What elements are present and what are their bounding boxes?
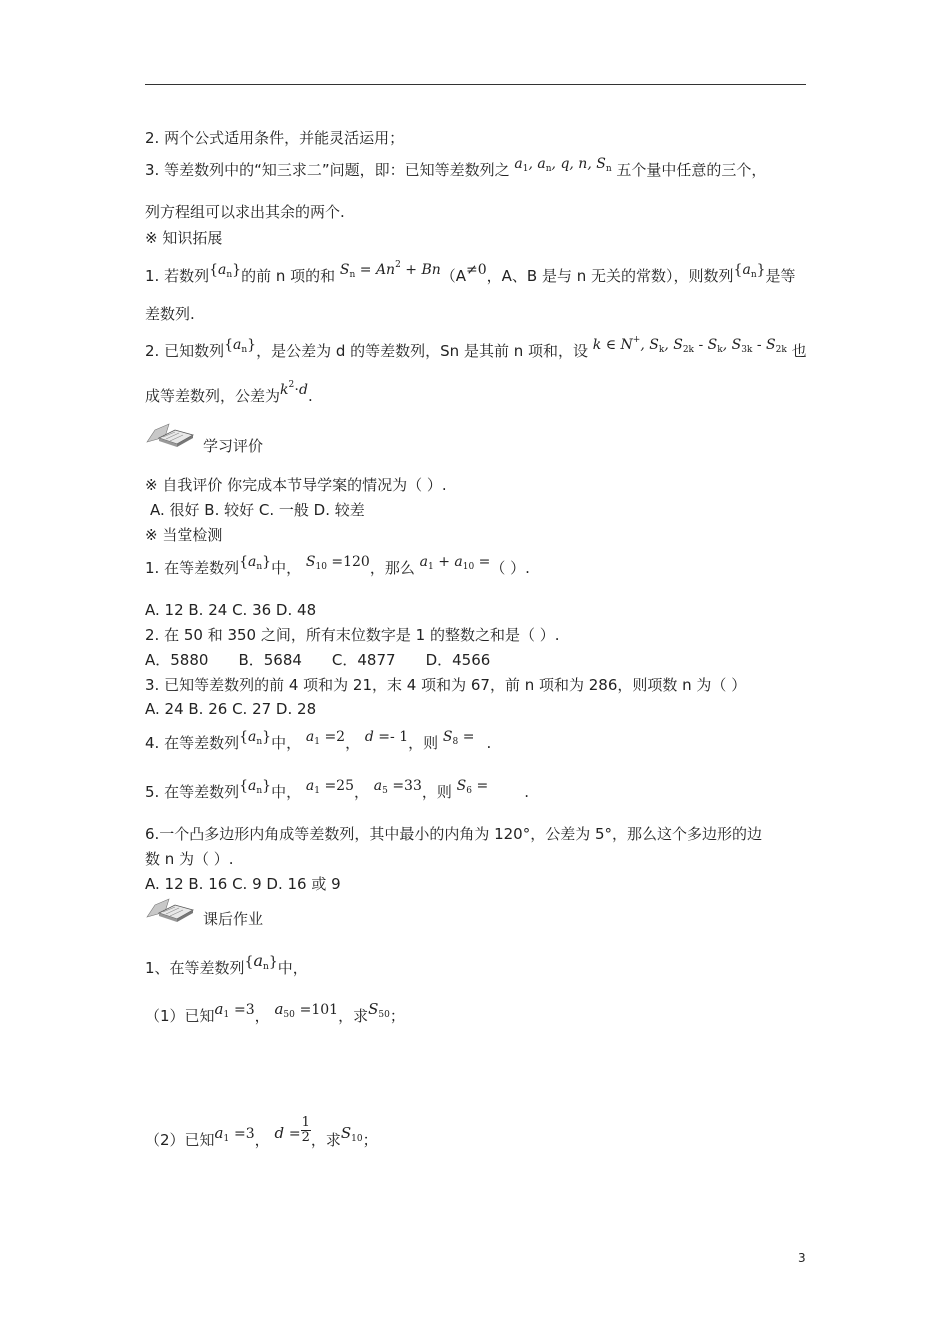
text-segment: ，则 (408, 734, 439, 752)
question-2: 2. 在 50 和 350 之间，所有末位数字是 1 的整数之和是（ ）. (145, 626, 560, 644)
math-expr: $a_1 + a_{10}$ = (419, 554, 491, 572)
text-line (145, 382, 313, 407)
text-segment: 五个量中任意的三个， (616, 161, 767, 179)
text-segment: . (486, 734, 492, 752)
math-expr: ≠0 (466, 262, 487, 278)
math-expr: $a_5 =33$ (373, 778, 422, 796)
text-segment: 1. 若数列 (145, 267, 210, 285)
text-segment: ，是公差为 d 的等差数列，Sn 是其前 n 项和，设 (256, 342, 588, 360)
math-expr: $S_{10} =120$ (305, 554, 370, 572)
text-segment: ，则 (421, 783, 452, 801)
math-expr: $S_{10}$ (340, 1124, 363, 1144)
header-rule (145, 84, 806, 85)
text-segment: ； (362, 1131, 378, 1149)
option: A．5880 (145, 651, 209, 669)
text-line (145, 262, 796, 292)
question-1 (145, 554, 530, 584)
math-expr: $a_1 =3$ (214, 1124, 255, 1144)
text-segment: （2）已知 (145, 1131, 215, 1149)
math-expr: $a_{50} =101$ (274, 1000, 339, 1020)
text-segment: 1. 在等差数列 (145, 559, 240, 577)
text-line (145, 156, 767, 186)
math-expr: $\{a_n\}$ (239, 554, 272, 572)
option: B．5684 (238, 651, 302, 669)
book-icon (145, 895, 197, 925)
text-segment: ， (353, 783, 369, 801)
math-expr: $S_8$ = (442, 729, 475, 747)
text-segment: ，A、B 是与 n 无关的常数），则数列 (486, 267, 734, 285)
text-segment: （A (440, 267, 467, 285)
text-segment: 2. 已知数列 (145, 342, 225, 360)
section-heading: ※ 知识拓展 (145, 229, 223, 247)
text-segment: （ ）. (490, 559, 530, 577)
text-line: 列方程组可以求出其余的两个. (145, 203, 345, 221)
section-heading: ※ 当堂检测 (145, 526, 223, 544)
homework-part-2 (145, 1115, 378, 1156)
question-1-options: A. 12 B. 24 C. 36 D. 48 (145, 601, 317, 619)
math-expr: $a_1 =25$ (305, 778, 354, 796)
math-expr: $a_1$, $a_n$, q, n, $S_n$ (514, 156, 612, 174)
question-6-options: A. 12 B. 16 C. 9 D. 16 或 9 (145, 875, 341, 893)
math-expr: d =- 1 (364, 729, 409, 745)
question-5 (145, 778, 529, 808)
homework-1 (145, 951, 308, 984)
math-expr: $\{a_n\}$ (239, 778, 272, 796)
math-expr: $k^2\cdot d$ (280, 380, 308, 398)
text-segment: 4. 在等差数列 (145, 734, 240, 752)
text-segment: ； (389, 1007, 405, 1025)
text-segment: 1、在等差数列 (145, 959, 245, 977)
math-expr: $\{a_n\}$ (239, 729, 272, 747)
math-expr: $\{a_n\}$ (224, 337, 257, 355)
text-segment: . (524, 783, 529, 801)
text-segment: ，求 (338, 1007, 369, 1025)
self-eval-options: A. 很好 B. 较好 C. 一般 D. 较差 (150, 501, 365, 519)
text-segment: 是等 (765, 267, 796, 285)
self-eval-title: ※ 自我评价 你完成本节导学案的情况为（ ）. (145, 476, 447, 494)
question-6: 6.一个凸多边形内角成等差数列，其中最小的内角为 120°，公差为 5°，那么这个多边形的边 (145, 825, 763, 843)
section-title: 学习评价 (203, 437, 264, 455)
math-expr: $S_{50}$ (368, 1000, 390, 1020)
question-3-options: A. 24 B. 26 C. 27 D. 28 (145, 700, 317, 718)
question-2-options (145, 650, 490, 670)
fraction: $\frac{1}{2}$ (301, 1115, 310, 1145)
text-segment: ，那么 (369, 559, 415, 577)
text-segment: 中， (277, 959, 308, 977)
text-line: 2. 两个公式适用条件，并能灵活运用； (145, 129, 405, 147)
math-expr: $\{a_n\}$ (733, 262, 766, 280)
text-line: 差数列. (145, 305, 195, 323)
text-segment: ， (254, 1131, 270, 1149)
math-expr: {an} (244, 951, 278, 972)
question-3: 3. 已知等差数列的前 4 项和为 21，末 4 项和为 67，前 n 项和为 286，则项数 n 为（ ） (145, 676, 747, 694)
text-segment: ， (254, 1007, 270, 1025)
text-segment: 的前 n 项的和 (241, 267, 336, 285)
text-segment: ，求 (310, 1131, 341, 1149)
text-segment: ， (345, 734, 361, 752)
text-line (145, 337, 807, 367)
math-expr: $a_1 =2$ (305, 729, 346, 747)
text-segment: 中， (271, 559, 302, 577)
text-segment: 3. 等差数列中的“知三求二”问题，即：已知等差数列之 (145, 161, 510, 179)
text-segment: （1）已知 (145, 1007, 215, 1025)
math-expr: $S_n = An^2 + Bn$ (339, 260, 441, 280)
section-title: 课后作业 (203, 910, 264, 928)
text-segment: 5. 在等差数列 (145, 783, 240, 801)
question-4 (145, 729, 492, 759)
text-segment: 中， (271, 783, 302, 801)
math-expr: k ∈ N+, $S_k$, $S_{2k} - S_k$, $S_{3k} - S_{2k}$ (592, 335, 787, 355)
homework-part-1 (145, 1000, 405, 1032)
book-icon (145, 420, 197, 450)
option: D．4566 (425, 651, 491, 669)
text-segment: 成等差数列，公差为 (145, 387, 281, 405)
text-segment: 中， (271, 734, 302, 752)
math-expr: $\{a_n\}$ (209, 262, 242, 280)
option: C．4877 (331, 651, 396, 669)
page-number: 3 (798, 1251, 806, 1265)
text-segment: 也 (791, 342, 807, 360)
question-6-cont: 数 n 为（ ）. (145, 850, 234, 868)
math-expr: $S_6$ = (456, 778, 489, 796)
math-expr: d = (274, 1124, 301, 1142)
text-segment: . (308, 387, 313, 405)
math-expr: $a_1 =3$ (214, 1000, 255, 1020)
